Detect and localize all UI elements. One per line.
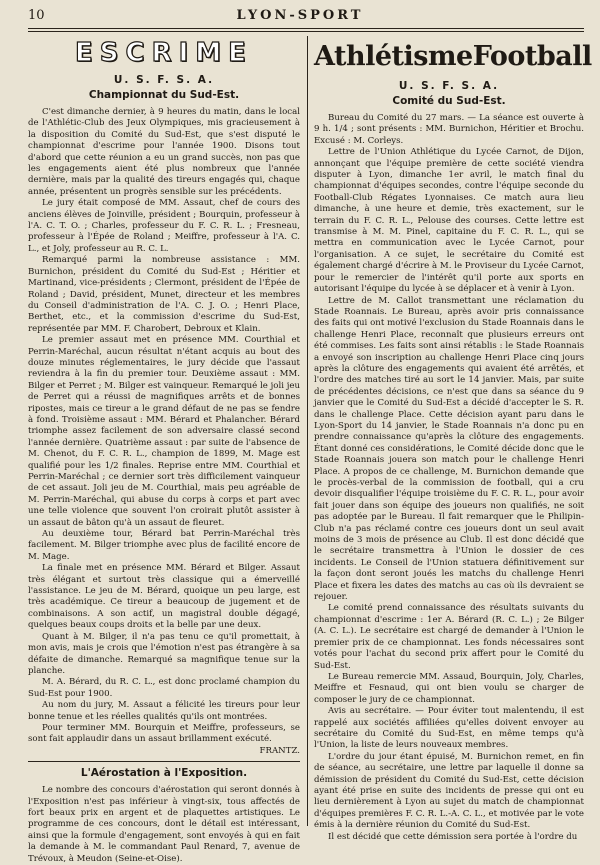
paragraph: Le comité prend connaissance des résultats suivants du championnat d'escrime : 1er A. Bérard (R. C. L.) ; 2e Bilger (A. C. L.). Le secrétaire est chargé de demander à l'Union le premier prix de ce championnat. Les fonds nécessaires sont votés pour l'achat du second prix affert pour le Comité du Sud-Est. [314,603,584,671]
aerostation-heading: L'Aérostation à l'Exposition. [80,767,248,780]
left-org: U. S. F. S. A. [113,74,215,86]
paragraph: C'est dimanche dernier, à 9 heures du matin, dans le local de l'Athlétic-Club des Jeux Olympiques, mis gracieusement à la disposition du Comité du Sud-Est, que s'est disputé le championnat d'escrime pour l'année 1900. Disons tout d'abord que cette réunion a eu un grand succès, non pas que les engagements aient été plus nombreux que l'année dernière, mais par la qualité des tireurs engagés qui, chaque année, présentent un progrès sensible sur les précédents. [28,107,300,197]
paragraph: Au nom du jury, M. Assaut a félicité les tireurs pour leur bonne tenue et les réelles qualités qu'ils ont montrées. [28,700,300,722]
paragraph: Il est décidé que cette démission sera portée à l'ordre du [328,831,578,842]
paragraph: Bureau du Comité du 27 mars. — La séance est ouverte à 9 h. 1/4 ; sont présents : MM. Burnichon, Héritier et Brochu. Excusé : M. Corleys. [314,113,584,146]
header-rule-bottom [28,31,584,32]
paragraph: Le jury était composé de MM. Assaut, chef de cours des anciens élèves de Joinville, président ; Bourquin, professeur à l'A. C. T. O. ; Charles, professeur du F. C. R. L. ; Fresneau, professeur à l'Épée de Roland ; Meiffre, professeur à l'A. C. L., et Joly, professeur au R. C. L. [28,198,300,254]
paragraph: Le nombre des concours d'aérostation qui seront donnés à l'Exposition n'est pas inférieur à vingt-six, tous affectés de fort beaux prix en argent et de plaquettes artistiques. Le programme de ces concours, dont le détail est intéressant, ainsi que la formule d'engagement, sont envoyés à qui en fait la demande à M. le commandant Paul Renard, 7, avenue de Trévoux, à Meudon (Seine-et-Oise). [28,785,300,864]
page-number: 10 [28,8,45,23]
escrime-banner: ESCRIME [75,38,253,68]
paragraph: Lettre de l'Union Athlétique du Lycée Carnot, de Dijon, annonçant que l'équipe première de cette société viendra disputer à Lyon, dimanche 1er avril, le match final du championnat d'équipes secondes, contre l'équipe seconde du Football-Club Régates Lyonnaises. Ce match aura lieu dimanche, à une heure et demie, très exactement, sur le terrain du F. C. R. L., Pelouse des courses. Cette lettre est transmise à M. M. Pinel, capitaine du F. C. R. L., qui se mettra en communication avec le Lycée Carnot, pour l'organisation. A ce sujet, le secrétaire du Comité est également chargé d'écrire à M. le Proviseur du Lycée Carnot, pour le remercier de l'intérêt qu'il porte aux sports en autorisant l'équipe du lycée à se déplacer et à venir à Lyon. [314,147,584,295]
paragraph: Remarqué parmi la nombreuse assistance : MM. Burnichon, président du Comité du Sud-Est ; Héritier et Martinand, vice-présidents ; Clermont, président de l'Épée de Roland ; David, président, Munet, directeur et les membres du Conseil d'administration de l'A. C. J. O. ; Henri Place, Berthet, etc., et la commission d'escrime du Sud-Est, représentée par MM. F. Charobert, Debroux et Klain. [28,255,300,334]
left-heading: Championnat du Sud-Est. [88,89,240,101]
paragraph: Avis au secrétaire. — Pour éviter tout malentendu, il est rappelé aux sociétés affiliées qu'elles doivent envoyer au secrétaire du Comité du Sud-Est, en même temps qu'à l'Union, la liste de leurs nouveaux membres. [314,706,584,751]
section-separator [28,761,300,762]
signature: FRANTZ. [259,745,300,756]
left-column [28,36,300,864]
header-rule-top [28,28,584,29]
paragraph: Le Bureau remercie MM. Assaud, Bourquin, Joly, Charles, Meiffre et Fesnaud, qui ont bien voulu se charger de composer le jury de ce championnat. [314,671,584,705]
running-title: LYON-SPORT [236,8,364,23]
paragraph: L'ordre du jour étant épuisé, M. Burnichon remet, en fin de séance, au secrétaire, une lettre par laquelle il donne sa démission de président du Comité du Sud-Est, cette décision ayant été prise en suite des incidents de presse qui ont eu lieu dernièrement à Lyon au sujet du match de championnat d'équipes premières F. C. R. L.-A. C. L., et motivée par le vote émis à la dernière réunion du Comité du Sud-Est. [314,751,584,831]
page-header [0,0,600,30]
paragraph: Au deuxième tour, Bérard bat Perrin-Maréchal très facilement. M. Bilger triomphe avec plus de facilité encore de M. Mage. [28,529,300,562]
right-org: U. S. F. S. A. [398,80,500,92]
paragraph: Le premier assaut met en présence MM. Courthial et Perrin-Maréchal, aucun résultat n'étant acquis au bout des douze minutes réglementaires, le jury décide que l'assaut reviendra à la fin du premier tour. Deuxième assaut : MM. Bilger et Perret ; M. Bilger est vainqueur. Remarqué le joli jeu de Perret qui a réussi de magnifiques arrêts et de bonnes ripostes, mais ce tireur a le grand défaut de ne pas se fendre à fond. Troisième assaut : MM. Bérard et Phalancher. Bérard triomphe assez facilement de son adversaire classé second l'année dernière. Quatrième assaut : par suite de l'absence de M. Chenot, du F. C. R. L., champion de 1899, M. Mage est qualifié pour les 1/2 finales. Reprise entre MM. Courthial et Perrin-Maréchal ; ce dernier sort très difficilement vainqueur de cet assaut. Joli jeu de M. Courthial, mais peu agréable de M. Perrin-Maréchal, qui abuse du corps à corps et part avec une telle violence que souvent l'on croirait plutôt assister à un assaut de bâton qu'à un assaut de fleuret. [28,335,300,528]
right-heading: Comité du Sud-Est. [392,95,506,107]
paragraph: Pour terminer MM. Bourquin et Meiffre, professeurs, se sont fait applaudir dans un assaut brillamment exécuté. [28,722,300,745]
paragraph: La finale met en présence MM. Bérard et Bilger. Assaut très élégant et surtout très classique qui a émerveillé l'assistance. Le jeu de M. Bérard, quoique un peu large, est très académique. Ce tireur a beaucoup de jugement et de combinaisons. A son actif, un magistral double dégagé, quelques beaux coups droits et la belle par une deux. [28,563,300,631]
banner-athletisme: Athlétisme [314,40,473,72]
banner-football: Football [472,40,592,72]
sport-banner [314,38,592,74]
right-column [314,36,592,842]
paragraph: Quant à M. Bilger, il n'a pas tenu ce qu'il promettait, à mon avis, mais je crois que l'émotion n'est pas étrangère à sa défaite de dimanche. Remarqué sa magnifique tenue sur la planche. [28,631,300,676]
paragraph: M. A. Bérard, du R. C. L., est donc proclamé champion du Sud-Est pour 1900. [28,677,300,699]
column-divider [307,36,308,826]
paragraph: Lettre de M. Callot transmettant une réclamation du Stade Roannais. Le Bureau, après avoir pris connaissance des faits qui ont motivé l'exclusion du Stade Roannais dans le challenge Henri Place, reconnaît que plusieurs erreurs ont été commises. Les faits sont ainsi rétablis : le Stade Roannais a envoyé son inscription au challenge Henri Place cinq jours après la clôture des engagements qui avaient été arrêtés, et l'ordre des matches tiré au sort le 14 janvier. Mais, par suite de précédentes décisions, ce n'est que dans sa séance du 9 janvier que le Comité du Sud-Est a décidé d'accepter le S. R. dans le challenge Place. Cette décision ayant paru dans le Lyon-Sport du 14 janvier, le Stade Roannais n'a donc pu en prendre connaissance qu'après la clôture des engagements. Étant donné ces considérations, le Comité décide donc que le Stade Roannais jouera son match pour le challenge Henri Place. A propos de ce challenge, M. Burnichon demande que le procès-verbal de la commission de football, qui a cru devoir disqualifier l'équipe troisième du F. C. R. L., pour avoir fait jouer dans son équipe des joueurs non qualifiés, ne soit pas adoptée par le Bureau. Il fait remarquer que le Philipin-Club n'a pas réclamé contre ces joueurs dont un seul avait moins de 3 mois de présence au Club. Il est donc décidé que le secrétaire transmettra à l'Union le dossier de ces incidents. Le Conseil de l'Union statuera définitivement sur la façon dont seront joués les matchs du challenge Henri Place et fixera les dates des matchs au cas où ils devraient se rejouer. [314,295,584,603]
